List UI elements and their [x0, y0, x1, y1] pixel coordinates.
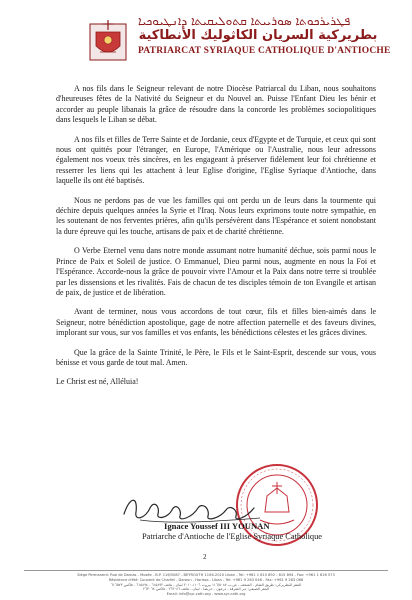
letter-body — [56, 84, 376, 388]
signer-name: Ignace Youssef III YOUNAN — [164, 521, 270, 531]
header-french-title: PATRIARCAT SYRIAQUE CATHOLIQUE D'ANTIOCHE — [138, 46, 391, 56]
footer-divider — [24, 570, 388, 571]
header-syriac-title: ܦܛܪܝܪܟܘܬܐ ܣܘܪܝܝܬܐ ܩܬܘܠܝܩܝܬܐ ܕܐܢܛܝܘܟܝܐ — [138, 14, 351, 28]
signer-title: Patriarche d'Antioche de l'Eglise Syriaque Catholique — [142, 532, 323, 541]
footer-address-line: Siège Permanent: Rue de Damas - Musée - B.P. 116/5087 - BEYROUTH 1106-2010 Liban - Tel: +961 1 615 892 - 615 894 - Fax: +961 1 616 573 — [77, 573, 335, 577]
footer-address-line: المقر الصيفي: دير الشرفة - درعون - حريصا - لبنان - هاتف ٢٦٣٠٤٦ - فاكس ٢٦٣٠٦٨ — [143, 587, 269, 592]
letter-paragraph: Avant de terminer, nous vous accordons de tout cœur, fils et filles bien-aimés dans le Seigneur, notre bénédiction apostolique, gage de notre affection paternelle et des faveurs divines, implorant sur vous, sur vos familles et vos enfants, les bénédictions célestes et les grâces divines. — [56, 307, 376, 338]
letter-paragraph: A nos fils dans le Seigneur relevant de notre Diocèse Patriarcal du Liban, nous souhaitons d'heureuses fêtes de la Nativité du Seigneur et du Nouvel an. Puisse l'Enfant Dieu les bénir et accorder au peuple libanais la grâce de résoudre dans la concorde les problèmes sociopolitiques dans lesquels le Liban se débat. — [56, 84, 376, 125]
letter-paragraph: Nous ne perdons pas de vue les familles qui ont perdu un de leurs dans la tourmente qui déchire depuis quelques années la Syrie et l'Iraq. Nous leurs exprimons toute notre sympathie, en les soutenant de nos ferventes prières, afin qu'ils persévèrent dans l'Espérance et soient nonobstant la dure épreuve qui les touche, artisans de paix et de charité chrétienne. — [56, 195, 376, 236]
letter-paragraph: Que la grâce de la Sainte Trinité, le Père, le Fils et le Saint-Esprit, descende sur vous, vous bénisse et vous garde de tout mal. Amen. — [56, 347, 376, 367]
patriarchal-crest-icon — [86, 18, 130, 62]
footer-address-line: المقر البطريركي: طريق الشام - المتحف - ص.ب ١١٦/٥٠٨٧ بيروت ١١٠٦-٢٠١٠ لبنان - هاتف ٦١٥٨٩٢ - ٦١٥٨٩٤ - فاكس ٦١٦٥٧٣ — [110, 582, 302, 587]
letter-closing: Le Christ est né, Alléluia! — [56, 377, 139, 387]
letterhead-footer — [24, 570, 388, 597]
letter-paragraph: O Verbe Eternel venu dans notre monde assumant notre humanité déchue, sois parmi nous le Prince de Paix et Soleil de justice. O Emmanuel, Dieu parmi nous, augmente en nous la Foi et l'Espérance. Accorde-nous la grâce de pouvoir vivre l'Amour et la Paix dans notre terre si troublée par les dissensions et les rivalités. Fais de chacun de tes disciples témoin de ton Evangile et artisan de paix, de justice et de libération. — [56, 246, 376, 297]
footer-address-line: Résidence d'été: Couvent de Charfet - Daroun - Harissa - Liban - Tel: +961 9 263 046 - Fax: +961 9 263 068 — [108, 577, 304, 582]
page-number: 2 — [203, 553, 207, 561]
letter-paragraph: A nos fils et filles de Terre Sainte et de Jordanie, ceux d'Egypte et de Turquie, et ceux qui sont nous ont quittés pour l'étranger, en Europe, l'Amérique ou l'Australie, nous leur adressons également nos voeux très sincères, en les engageant à préserver fidèlement leur foi chrétienne et resserrer les liens qui les attachent à leur Eglise d'origine, l'Eglise Syriaque d'Antioche, dans laquelle ils ont été baptisés. — [56, 134, 376, 186]
header-arabic-title: بطريركية السريان الكاثوليك الأنطاكية — [138, 28, 378, 43]
footer-contact-line: Email: info@syr-cath.org - www.syr-cath.org — [166, 592, 246, 597]
